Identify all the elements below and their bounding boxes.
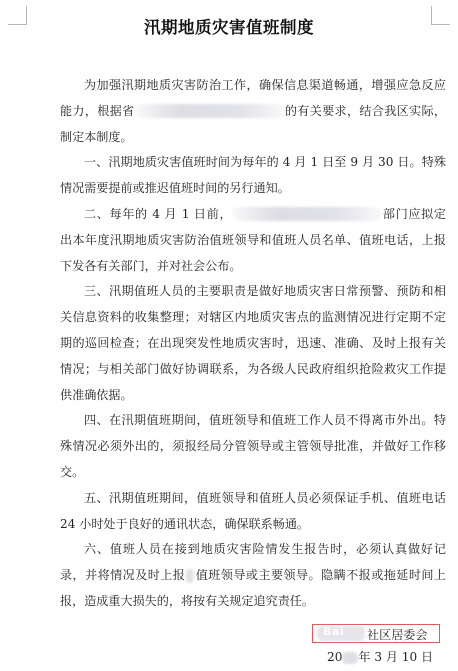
redacted-text: [135, 104, 285, 118]
intro-text-start: 为加强汛期地质灾害防治工作，确保信息渠道畅通，增强应急反应能力，根据省: [60, 78, 446, 118]
clause-2-text-end: 部门应拟定出本年度汛期地质灾害防治值班领导和值班人员名单、值班电话，上报下发各有关部门，并对社会公布。: [60, 206, 446, 273]
clause-3-paragraph: 三、汛期值班人员的主要职责是做好地质灾害日常预警、预防和相关信息资料的收集整理；对辖区内地质灾害点的监测情况进行定期不定期的巡回检查；在出现突发性地质灾害时，迅速、准确、及时上报有关情况；与相关部门做好协调联系，为各级人民政府组织抢险救灾工作提供准确依据。: [60, 284, 446, 402]
document-date: [327, 648, 433, 665]
intro-paragraph: [60, 73, 446, 150]
document-body: [60, 73, 446, 615]
clause-5-paragraph: 五、汛期值班期间，值班领导和值班人员必须保证手机、值班电话 24 小时处于良好的通讯状态，确保联系畅通。: [60, 490, 446, 531]
redacted-text: [185, 569, 195, 583]
redacted-year-digits: [342, 652, 358, 664]
redacted-text: [232, 207, 382, 221]
signature-name: 社区居委会: [367, 628, 428, 642]
clause-6-text-end: 值班领导或主要领导。隐瞒不报或拖延时间上报，造成重大损失的，将按有关规定追究责任。: [60, 568, 446, 608]
clause-6-paragraph: [60, 537, 446, 614]
clause-4-paragraph: 四、在汛期值班期间，值班领导和值班工作人员不得离市外出。特殊情况必须外出的，须报经局分管领导或主管领导批准，并做好工作移交。: [60, 413, 446, 479]
date-rest: 年 3 月 10 日: [358, 650, 434, 664]
date-prefix: 20: [327, 650, 343, 664]
clause-2-text-start: 二、每年的 4 月 1 日前，: [84, 206, 233, 221]
clause-6-text-start: 六、值班人员在接到地质灾害险情发生报告时，必须认真做好记录，并将情况及时上报: [60, 542, 446, 583]
clause-2-paragraph: [60, 202, 446, 279]
document-title: 汛期地质灾害值班制度: [144, 18, 314, 37]
intro-text-end: 的有关要求，结合我区实际，制定本制度。: [60, 103, 446, 144]
clause-1-paragraph: 一、汛期地质灾害值班时间为每年的 4 月 1 日至 9 月 30 日。特殊情况需要提前或推迟值班时间的另行通知。: [60, 155, 446, 196]
watermark-text: Bai: [323, 625, 345, 638]
signature-highlight-box: [312, 624, 440, 643]
